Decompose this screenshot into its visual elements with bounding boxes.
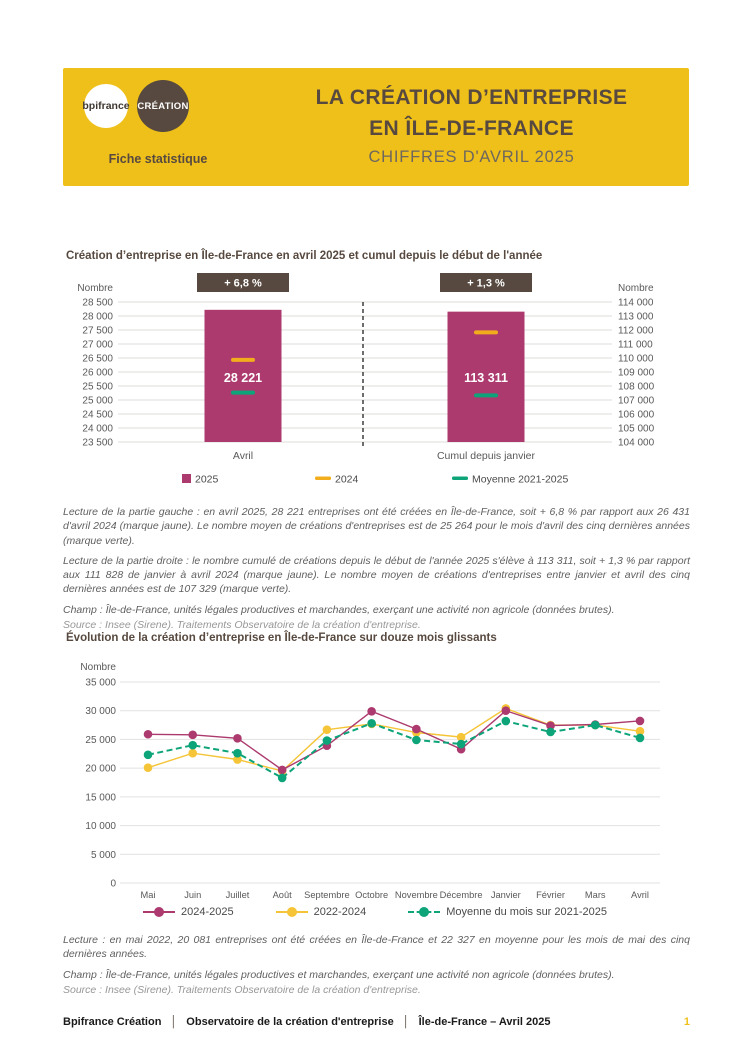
line-chart-title: Évolution de la création d’entreprise en Île-de-France sur douze mois glissants — [66, 632, 497, 644]
legend-item — [143, 906, 234, 918]
x-axis-tick-label: Décembre — [439, 890, 483, 900]
x-axis-tick-label: Mars — [584, 890, 606, 900]
left-axis-tick-label: 28 000 — [82, 311, 113, 323]
footer-region-date: Île-de-France – Avril 2025 — [418, 1016, 551, 1028]
data-point — [233, 749, 242, 758]
line-chart-legend — [60, 906, 690, 918]
legend-swatch — [276, 907, 308, 917]
data-point — [188, 731, 197, 740]
footer-separator: │ — [402, 1016, 410, 1028]
x-axis-tick-label: Janvier — [490, 890, 521, 900]
tagline: Fiche statistique — [108, 152, 208, 166]
left-axis-tick-label: 24 500 — [82, 409, 113, 421]
subtitle: CHIFFRES D'AVRIL 2025 — [368, 148, 575, 166]
legend-label: 2024 — [335, 473, 359, 486]
creation-logo-text: CRÉATION — [137, 100, 189, 112]
right-axis-tick-label: 109 000 — [618, 367, 655, 379]
legend-label: Moyenne du mois sur 2021-2025 — [446, 906, 608, 918]
data-point — [367, 707, 376, 716]
source-note: Source : Insee (Sirene). Traitements Observatoire de la création d'entreprise. — [63, 618, 421, 631]
right-axis-tick-label: 106 000 — [618, 409, 655, 421]
left-axis-caption: Nombre — [77, 283, 113, 294]
right-axis-tick-label: 108 000 — [618, 381, 655, 393]
y-axis-tick-label: 10 000 — [85, 821, 116, 833]
right-axis-tick-label: 111 000 — [618, 339, 653, 351]
right-axis-caption: Nombre — [618, 283, 654, 294]
x-axis-tick-label: Avril — [631, 890, 649, 900]
x-axis-tick-label: Novembre — [394, 890, 438, 900]
notes-top — [63, 505, 690, 632]
bpifrance-logo — [84, 84, 128, 128]
page-number: 1 — [683, 1016, 690, 1028]
legend-swatch — [143, 907, 175, 917]
legend-item — [276, 906, 367, 918]
footer-observatory: Observatoire de la création d'entreprise — [186, 1016, 394, 1028]
legend-swatch — [452, 477, 468, 481]
legend-swatch — [182, 474, 191, 483]
y-axis-tick-label: 25 000 — [85, 734, 116, 746]
data-point — [144, 730, 153, 739]
data-point — [323, 725, 332, 734]
x-axis-tick-label: Octobre — [355, 890, 389, 900]
y-axis-tick-label: 35 000 — [85, 677, 116, 689]
group-label: Avril — [232, 450, 254, 462]
document-title — [258, 82, 685, 167]
data-point — [412, 736, 421, 745]
data-point — [278, 774, 287, 783]
champ-note: Champ : Île-de-France, unités légales productives et marchandes, exerçant une activité non agricole (données brutes). — [63, 603, 615, 616]
data-point — [412, 725, 421, 734]
y-axis-tick-label: 20 000 — [85, 763, 116, 775]
left-axis-tick-label: 24 000 — [82, 423, 113, 435]
data-point — [144, 763, 153, 772]
series-line-2024-2025 — [148, 711, 640, 770]
right-axis-tick-label: 110 000 — [618, 353, 654, 365]
title-line-1: LA CRÉATION D’ENTREPRISE — [315, 86, 628, 109]
title-line-2: EN ÎLE-DE-FRANCE — [369, 117, 574, 140]
left-axis-tick-label: 25 500 — [82, 381, 113, 393]
data-point — [188, 749, 197, 758]
left-axis-tick-label: 23 500 — [82, 437, 113, 449]
marker-moyenne — [474, 393, 498, 397]
x-axis-tick-label: Septembre — [304, 890, 350, 900]
y-axis-tick-label: 15 000 — [85, 792, 116, 804]
bar-value-label: 113 311 — [464, 371, 508, 385]
data-point — [502, 717, 511, 726]
logo-yellow-dot — [108, 129, 111, 132]
y-axis-caption: Nombre — [80, 662, 116, 673]
data-point — [502, 706, 511, 715]
data-point — [144, 750, 153, 759]
creation-logo — [137, 80, 189, 132]
left-axis-tick-label: 27 000 — [82, 339, 113, 351]
group-label: Cumul depuis janvier — [436, 450, 536, 462]
right-axis-tick-label: 105 000 — [618, 423, 655, 435]
data-point — [367, 719, 376, 728]
champ-note: Champ : Île-de-France, unités légales productives et marchandes, exerçant une activité non agricole (données brutes). — [63, 968, 615, 981]
lecture-left-note: Lecture de la partie gauche : en avril 2025, 28 221 entreprises ont été créées en Île-de-France, soit + 6,8 % par rapport aux 26 431 d'avril 2024 (marque jaune). Le nombre moyen de créations d'entreprises est de 25 264 pour le mois d'avril des cinq dernières années (marque verte). — [63, 506, 690, 547]
data-point — [323, 736, 332, 745]
right-axis-tick-label: 114 000 — [618, 297, 654, 309]
data-point — [278, 766, 287, 775]
y-axis-tick-label: 5 000 — [90, 849, 116, 861]
left-axis-tick-label: 25 000 — [82, 395, 113, 407]
x-axis-tick-label: Février — [536, 890, 566, 900]
lecture-note: Lecture : en mai 2022, 20 081 entreprises ont été créées en Île-de-France et 22 327 en moyenne pour les mois de mai des cinq dernières années. — [63, 934, 690, 961]
data-point — [188, 741, 197, 750]
y-axis-tick-label: 30 000 — [85, 706, 116, 718]
marker-2024 — [474, 330, 498, 334]
legend-label: Moyenne 2021-2025 — [472, 473, 569, 486]
source-note: Source : Insee (Sirene). Traitements Observatoire de la création d'entreprise. — [63, 983, 421, 996]
bar-value-label: 28 221 — [223, 371, 263, 385]
notes-bottom — [63, 933, 690, 997]
legend-label: 2025 — [195, 473, 219, 486]
data-point — [233, 734, 242, 743]
footer-separator: │ — [170, 1016, 178, 1028]
footer-brand: Bpifrance Création — [63, 1016, 162, 1028]
footer — [63, 1016, 690, 1028]
x-axis-tick-label: Juillet — [225, 890, 250, 900]
legend-item — [408, 906, 607, 918]
line-chart — [60, 660, 690, 905]
left-axis-tick-label: 26 000 — [82, 367, 113, 379]
bar-chart-title: Création d’entreprise en Île-de-France en avril 2025 et cumul depuis le début de l'année — [66, 250, 543, 262]
marker-2024 — [231, 358, 255, 362]
marker-moyenne — [231, 391, 255, 395]
data-point — [591, 721, 600, 730]
logo-yellow-dot — [175, 133, 179, 137]
legend-label: 2024-2025 — [180, 906, 234, 918]
data-point — [636, 717, 645, 726]
x-axis-tick-label: Juin — [184, 890, 202, 900]
legend-swatch — [315, 477, 331, 481]
data-point — [636, 734, 645, 743]
y-axis-tick-label: 0 — [110, 878, 116, 890]
x-axis-tick-label: Août — [272, 890, 292, 900]
data-point — [457, 740, 466, 749]
bpifrance-logo-text: bpifrance — [82, 100, 130, 112]
header-banner — [63, 68, 689, 186]
legend-swatch — [408, 907, 440, 917]
bar-chart — [60, 268, 690, 508]
right-axis-tick-label: 107 000 — [618, 395, 655, 407]
legend-label: 2022-2024 — [313, 906, 367, 918]
left-axis-tick-label: 26 500 — [82, 353, 113, 365]
growth-badge-label: + 1,3 % — [467, 277, 505, 290]
right-axis-tick-label: 112 000 — [618, 325, 654, 337]
growth-badge-label: + 6,8 % — [224, 277, 262, 290]
series-line-Moyenne du mois sur 2021-2025 — [148, 721, 640, 778]
left-axis-tick-label: 27 500 — [82, 325, 113, 337]
right-axis-tick-label: 113 000 — [618, 311, 654, 323]
left-axis-tick-label: 28 500 — [82, 297, 113, 309]
lecture-right-note: Lecture de la partie droite : le nombre cumulé de créations depuis le début de l'année 2025 s'élève à 113 311, soit + 1,3 % par rapport aux 111 828 de janvier à avril 2024 (marque jaune). Le nombre moyen de créations d'entreprises entre janvier et avril des cinq dernières années est de 107 329 (marque verte). — [63, 554, 690, 596]
right-axis-tick-label: 104 000 — [618, 437, 655, 449]
data-point — [546, 728, 555, 737]
x-axis-tick-label: Mai — [140, 890, 156, 900]
